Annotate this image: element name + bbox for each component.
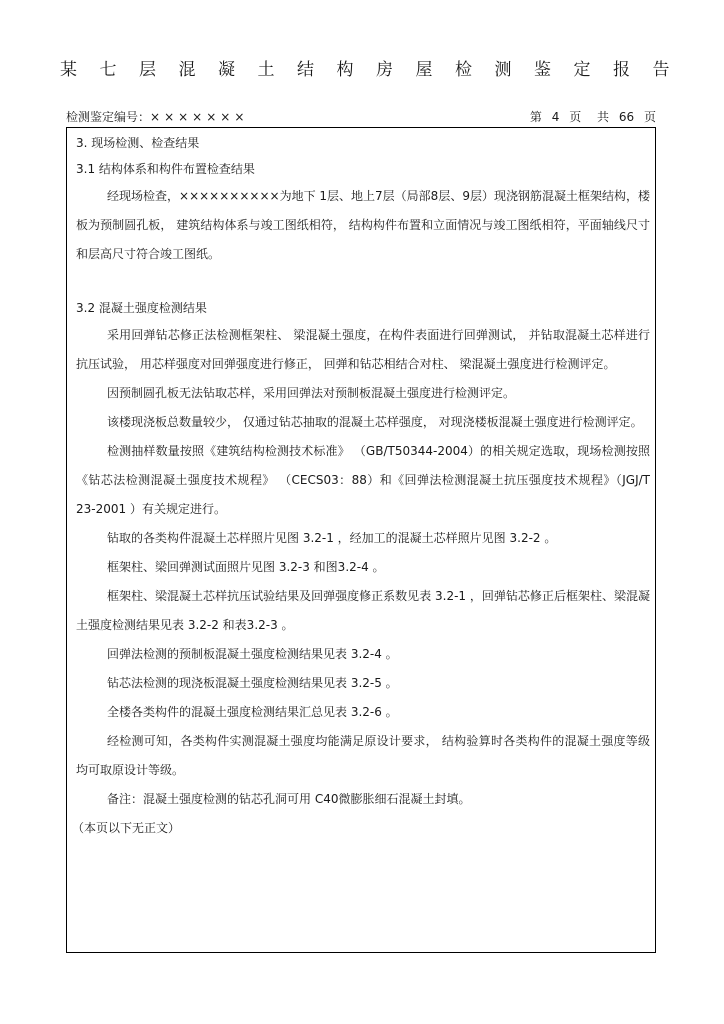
page-label-a: 第 bbox=[529, 110, 542, 124]
spacer bbox=[76, 269, 650, 295]
paragraph-note: 备注：混凝土强度检测的钻芯孔洞可用 C40微膨胀细石混凝土封填。 bbox=[107, 792, 471, 806]
report-number-label: 检测鉴定编号： bbox=[66, 110, 151, 124]
paragraph: 因预制圆孔板无法钻取芯样，采用回弹法对预制板混凝土强度进行检测评定。 bbox=[107, 386, 516, 400]
page-indicator bbox=[524, 108, 656, 126]
paragraph: 回弹法检测的预制板混凝土强度检测结果见表 3.2-4 。 bbox=[107, 647, 398, 661]
paragraph: 框架柱、梁回弹测试面照片见图 3.2-3 和图3.2-4 。 bbox=[107, 560, 385, 574]
paragraph: 钻取的各类构件混凝土芯样照片见图 3.2-1 ，经加工的混凝土芯样照片见图 3.2-2 。 bbox=[107, 531, 557, 545]
report-meta-row bbox=[66, 108, 656, 126]
report-number bbox=[66, 108, 248, 126]
paragraph: 经检测可知，各类构件实测混凝土强度均能满足原设计要求， 结构验算时各类构件的混凝土强度等级均可取原设计等级。 bbox=[76, 734, 650, 777]
section-heading: 3. 现场检测、检查结果 bbox=[76, 136, 200, 150]
paragraph: 该楼现浇板总数量较少， 仅通过钻芯抽取的混凝土芯样强度， 对现浇楼板混凝土强度进行检测评定。 bbox=[107, 415, 643, 429]
subsection-heading-3-1: 3.1 结构体系和构件布置检查结果 bbox=[76, 162, 255, 176]
report-body bbox=[72, 130, 650, 843]
end-of-text-note: （本页以下无正文） bbox=[72, 821, 181, 835]
page-label-c: 页 bbox=[643, 110, 656, 124]
paragraph-structure-check: 经现场检查，××××××××××为地下 1层、地上7层（局部8层、9层）现浇钢筋混凝土框架结构，楼板为预制圆孔板， 建筑结构体系与竣工图纸相符， 结构构件布置和立面情况与竣工图纸相符，平面轴线尺寸和层高尺寸符合竣工图纸。 bbox=[76, 189, 650, 261]
report-number-value: ××××××× bbox=[150, 110, 249, 124]
page-total-label: 共 bbox=[597, 110, 610, 124]
paragraph: 检测抽样数量按照《建筑结构检测技术标准》 （GB/T50344-2004）的相关规定选取，现场检测按照《钻芯法检测混凝土强度技术规程》 （CECS03：88）和《回弹法检测混凝土抗压强度技术规程》（JGJ/T 23-2001 ）有关规定进行。 bbox=[76, 444, 650, 516]
report-title: 某七层混凝土结构房屋检测鉴定报告 bbox=[60, 60, 692, 80]
paragraph: 全楼各类构件的混凝土强度检测结果汇总见表 3.2-6 。 bbox=[107, 705, 398, 719]
page-total: 66 bbox=[618, 110, 635, 124]
page-current: 4 bbox=[551, 110, 560, 124]
page-label-b: 页 bbox=[569, 110, 582, 124]
paragraph: 框架柱、梁混凝土芯样抗压试验结果及回弹强度修正系数见表 3.2-1 ，回弹钻芯修正后框架柱、梁混凝土强度检测结果见表 3.2-2 和表3.2-3 。 bbox=[76, 589, 650, 632]
subsection-heading-3-2: 3.2 混凝土强度检测结果 bbox=[76, 301, 207, 315]
paragraph: 钻芯法检测的现浇板混凝土强度检测结果见表 3.2-5 。 bbox=[107, 676, 398, 690]
paragraph: 采用回弹钻芯修正法检测框架柱、 梁混凝土强度，在构件表面进行回弹测试， 并钻取混凝土芯样进行抗压试验， 用芯样强度对回弹强度进行修正， 回弹和钻芯相结合对柱、 梁混凝土强度进行检测评定。 bbox=[76, 328, 650, 371]
